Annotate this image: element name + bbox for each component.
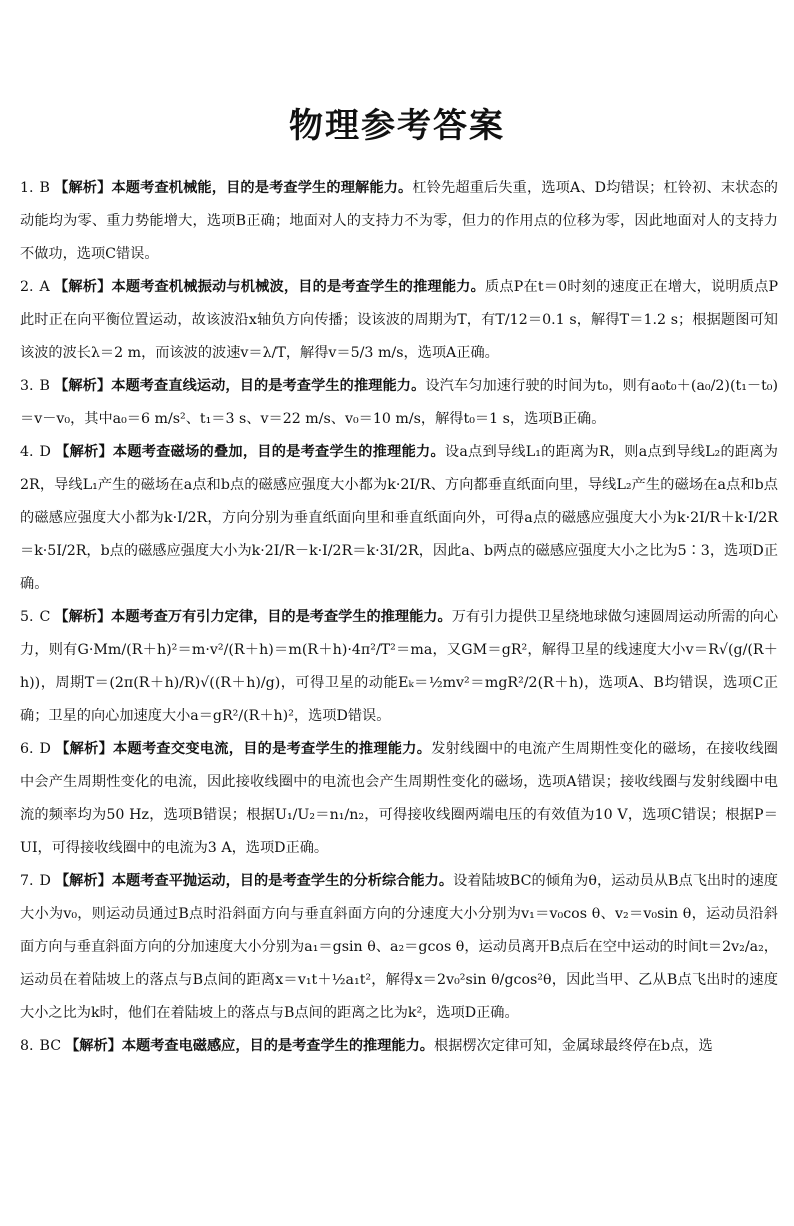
answer-number: 7.: [20, 873, 34, 889]
analysis-body: 万有引力提供卫星绕地球做匀速圆周运动所需的向心力，则有G·Mm/(R＋h)²＝m·v²/(R＋h)＝m(R＋h)·4π²/T²＝ma，又GM＝gR²，解得卫星的线速度大小v＝R√(g/(R＋h))，周期T＝(2π(R＋h)/R)√((R＋h)/g)，可得卫星的动能Eₖ＝½mv²＝mgR²/2(R＋h)，选项A、B均错误，选项C正确；卫星的向心加速度大小a＝gR²/(R＋h)²，选项D错误。: [20, 609, 779, 724]
answer-number: 6.: [20, 741, 34, 757]
answer-item: [20, 733, 778, 865]
analysis-head: 本题考查平抛运动，目的是考查学生的分析综合能力。: [111, 873, 454, 889]
page-title: 物理参考答案: [289, 106, 505, 146]
answer-number: 3.: [20, 378, 34, 394]
answer-number: 2.: [20, 279, 34, 295]
analysis-head: 本题考查直线运动，目的是考查学生的推理能力。: [111, 378, 426, 394]
analysis-tag: 【解析】: [54, 741, 114, 757]
answer-number: 1.: [20, 180, 34, 196]
analysis-head: 本题考查万有引力定律，目的是考查学生的推理能力。: [111, 609, 452, 625]
analysis-body: 质点P在t＝0时刻的速度正在增大，说明质点P此时正在向平衡位置运动，故该波沿x轴负方向传播；设该波的周期为T，有T/12＝0.1 s，解得T＝1.2 s；根据题图可知该波的波长λ＝2 m，而该波的波速v＝λ/T，解得v＝5/3 m/s，选项A正确。: [20, 279, 778, 361]
analysis-tag: 【解析】: [53, 378, 112, 394]
answer-item: [20, 370, 778, 436]
analysis-body: 设汽车匀加速行驶的时间为t₀，则有a₀t₀＋(a₀/2)(t₁－t₀)＝v－v₀，其中a₀＝6 m/s²、t₁＝3 s、v＝22 m/s、v₀＝10 m/s，解得t₀＝1 s，选项B正确。: [20, 378, 778, 427]
analysis-head: 本题考查机械振动与机械波，目的是考查学生的推理能力。: [111, 279, 486, 295]
analysis-head: 本题考查磁场的叠加，目的是考查学生的推理能力。: [112, 444, 445, 460]
answer-item: [20, 271, 778, 370]
analysis-tag: 【解析】: [53, 180, 112, 196]
analysis-body: 发射线圈中的电流产生周期性变化的磁场，在接收线圈中会产生周期性变化的电流，因此接收线圈中的电流也会产生周期性变化的磁场，选项A错误；接收线圈与发射线圈中电流的频率均为50 Hz，选项B错误；根据U₁/U₂＝n₁/n₂，可得接收线圈两端电压的有效值为10 V，选项C错误；根据P＝UI，可得接收线圈中的电流为3 A，选项D正确。: [20, 741, 778, 856]
answer-key: D: [39, 741, 51, 757]
answer-key: D: [39, 444, 51, 460]
answer-key: A: [39, 279, 50, 295]
answer-number: 5.: [20, 609, 34, 625]
answer-number: 8.: [20, 1038, 34, 1054]
analysis-body: 杠铃先超重后失重，选项A、D均错误；杠铃初、末状态的动能均为零、重力势能增大，选项B正确；地面对人的支持力不为零，但力的作用点的位移为零，因此地面对人的支持力不做功，选项C错误。: [20, 180, 778, 262]
answer-key: BC: [39, 1038, 62, 1054]
analysis-head: 本题考查电磁感应，目的是考查学生的推理能力。: [121, 1038, 434, 1054]
answer-item: [20, 1030, 778, 1063]
analysis-tag: 【解析】: [54, 609, 112, 625]
analysis-body: 设着陆坡BC的倾角为θ，运动员从B点飞出时的速度大小为v₀，则运动员通过B点时沿斜面方向与垂直斜面方向的分速度大小分别为v₁＝v₀cos θ、v₂＝v₀sin θ，运动员沿斜面方向与垂直斜面方向的分加速度大小分别为a₁＝gsin θ、a₂＝gcos θ，运动员离开B点后在空中运动的时间t＝2v₂/a₂，运动员在着陆坡上的落点与B点间的距离x＝v₁t＋½a₁t²，解得x＝2v₀²sin θ/gcos²θ，因此当甲、乙从B点飞出时的速度大小之比为k时，他们在着陆坡上的落点与B点间的距离之比为k²，选项D正确。: [20, 873, 778, 1021]
analysis-head: 本题考查机械能，目的是考查学生的理解能力。: [111, 180, 413, 196]
analysis-head: 本题考查交变电流，目的是考查学生的推理能力。: [113, 741, 432, 757]
analysis-body: 根据楞次定律可知，金属球最终停在b点，选: [434, 1038, 713, 1054]
answer-key: B: [39, 180, 50, 196]
answer-key: C: [39, 609, 51, 625]
analysis-tag: 【解析】: [65, 1038, 122, 1054]
answer-item: [20, 601, 778, 733]
answer-key: B: [39, 378, 50, 394]
answer-item: [20, 172, 778, 271]
answer-item: [20, 436, 778, 601]
answer-list: [20, 172, 778, 1063]
answer-item: [20, 865, 778, 1030]
analysis-body: 设a点到导线L₁的距离为R，则a点到导线L₂的距离为2R，导线L₁产生的磁场在a点和b点的磁感应强度大小都为k·2I/R、方向都垂直纸面向里，导线L₂产生的磁场在a点和b点的磁感应强度大小都为k·I/2R，方向分别为垂直纸面向里和垂直纸面向外，可得a点的磁感应强度大小为k·2I/R＋k·I/2R＝k·5I/2R，b点的磁感应强度大小为k·2I/R－k·I/2R＝k·3I/2R，因此a、b两点的磁感应强度大小之比为5∶3，选项D正确。: [20, 444, 778, 592]
analysis-tag: 【解析】: [54, 873, 112, 889]
analysis-tag: 【解析】: [53, 279, 112, 295]
answer-key: D: [39, 873, 51, 889]
answer-number: 4.: [20, 444, 34, 460]
analysis-tag: 【解析】: [54, 444, 113, 460]
